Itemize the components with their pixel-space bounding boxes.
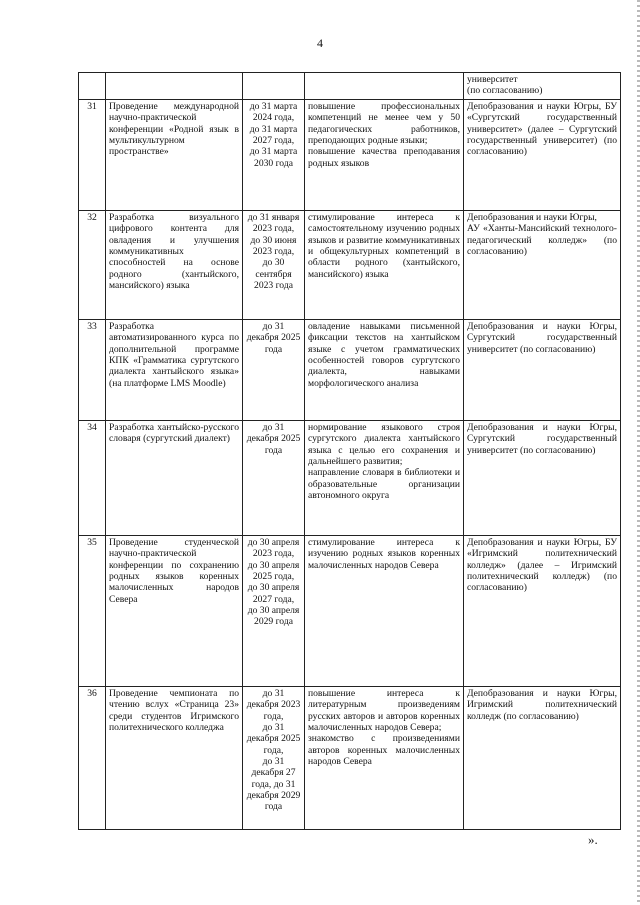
cell-responsible: университет (по согласованию): [464, 73, 621, 100]
cell-num: 32: [79, 211, 106, 320]
cell-name: Проведение международной научно-практической конференции «Родной язык в мультикультурном пространстве»: [106, 100, 243, 211]
date-entry: до 31 декабря 2023 года,: [246, 688, 301, 722]
cell-dates: [243, 100, 305, 211]
cell-num: 31: [79, 100, 106, 211]
date-entry: до 31 марта 2030 года: [249, 146, 298, 169]
cell-responsible: Депобразования и науки Югры, Сургутский государственный университет (по согласованию): [464, 421, 621, 536]
date-entry: до 31 декабря 2025 года: [246, 422, 301, 456]
cell-num: [79, 73, 106, 100]
cell-dates: [243, 687, 305, 830]
cell-dates: [243, 211, 305, 320]
table-body: [79, 73, 621, 830]
cell-result: повышение интереса к литературным произведениям русских авторов и авторов коренных малочисленных народов Севера; знакомство с произведениями авторов коренных малочисленных народов Севера: [305, 687, 464, 830]
cell-name: Проведение чемпионата по чтению вслух «Страница 23» среди студентов Игримского политехнического колледжа: [106, 687, 243, 830]
cell-result: овладение навыками письменной фиксации текстов на хантыйском языке с учетом грамматических особенностей говоров сургутского диалекта, навыками морфологического анализа: [305, 320, 464, 421]
cell-num: 33: [79, 320, 106, 421]
page-number: 4: [317, 36, 323, 50]
date-entry: до 30 апреля 2029 года: [247, 604, 300, 628]
cell-result: стимулирование интереса к самостоятельному изучению родных языков и развитие коммуникативных и общекультурных компетенций в области родного (хантыйского, мансийского) языка: [305, 211, 464, 320]
cell-num: 36: [79, 687, 106, 830]
cell-name: Разработка автоматизированного курса по дополнительной программе КПК «Грамматика сургутского диалекта хантыйского языка» (на платформе LMS Moodle): [106, 320, 243, 421]
cell-name: Разработка хантыйско-русского словаря (сургутский диалект): [106, 421, 243, 536]
date-entry: до 31 декабря 27 года, до 31 декабря 2029 года: [246, 755, 301, 813]
date-entry: до 31 декабря 2025 года: [246, 321, 301, 355]
cell-responsible: Депобразования и науки Югры, Игримский политехнический колледж (по согласованию): [464, 687, 621, 830]
table-row: [79, 211, 621, 320]
cell-name: [106, 73, 243, 100]
cell-responsible: Депобразования и науки Югры, АУ «Ханты-Мансийский технолого-педагогический колледж» (по согласованию): [464, 211, 621, 320]
date-entry: до 31 января 2023 года,: [247, 212, 300, 235]
cell-responsible: Депобразования и науки Югры, БУ «Игримский политехнический колледж» (далее – Игримский политехнический колледж) (по согласованию): [464, 536, 621, 687]
table-row: [79, 421, 621, 536]
cell-name: Проведение студенческой научно-практической конференции по сохранению родных языков коренных малочисленных народов Севера: [106, 536, 243, 687]
table-row: [79, 687, 621, 830]
cell-responsible: Депобразования и науки Югры, Сургутский государственный университет (по согласованию): [464, 320, 621, 421]
cell-num: 35: [79, 536, 106, 687]
cell-name: Разработка визуального цифрового контента для овладения и улучшения коммуникативных способностей на основе родного (хантыйского, мансийского) языка: [106, 211, 243, 320]
closing-quote-mark: ».: [588, 832, 598, 847]
cell-dates: [243, 421, 305, 536]
date-entry: до 30 июня 2023 года,: [250, 234, 297, 257]
date-entry: до 31 марта 2024 года,: [249, 101, 298, 124]
cell-dates: [243, 536, 305, 687]
date-entry: до 30 апреля 2025 года,: [247, 559, 300, 582]
date-entry: до 31 марта 2027 года,: [249, 123, 298, 146]
cell-responsible: Депобразования и науки Югры, БУ «Сургутский государственный университет» (далее – Сургутский государственный университет) (по согласованию): [464, 100, 621, 211]
date-entry: до 31 декабря 2025 года,: [246, 721, 301, 756]
date-entry: до 30 апреля 2023 года,: [247, 537, 300, 560]
cell-num: 34: [79, 421, 106, 536]
table-row: [79, 320, 621, 421]
cell-dates: [243, 320, 305, 421]
cell-result: стимулирование интереса к изучению родных языков коренных малочисленных народов Севера: [305, 536, 464, 687]
cell-result: повышение профессиональных компетенций не менее чем у 50 педагогических работников, преподающих родные языки; повышение качества преподавания родных языков: [305, 100, 464, 211]
table-row: [79, 536, 621, 687]
cell-result: [305, 73, 464, 100]
table-row-continuation: [79, 73, 621, 100]
date-entry: до 30 сентября 2023 года: [254, 257, 293, 291]
date-entry: до 30 апреля 2027 года,: [247, 582, 300, 605]
cell-dates: [243, 73, 305, 100]
plan-table: [78, 72, 621, 830]
table-row: [79, 100, 621, 211]
cell-result: нормирование языкового строя сургутского диалекта хантыйского языка с целью его сохранения и дальнейшего развития; направление словаря в библиотеки и образовательные организации автономного округа: [305, 421, 464, 536]
